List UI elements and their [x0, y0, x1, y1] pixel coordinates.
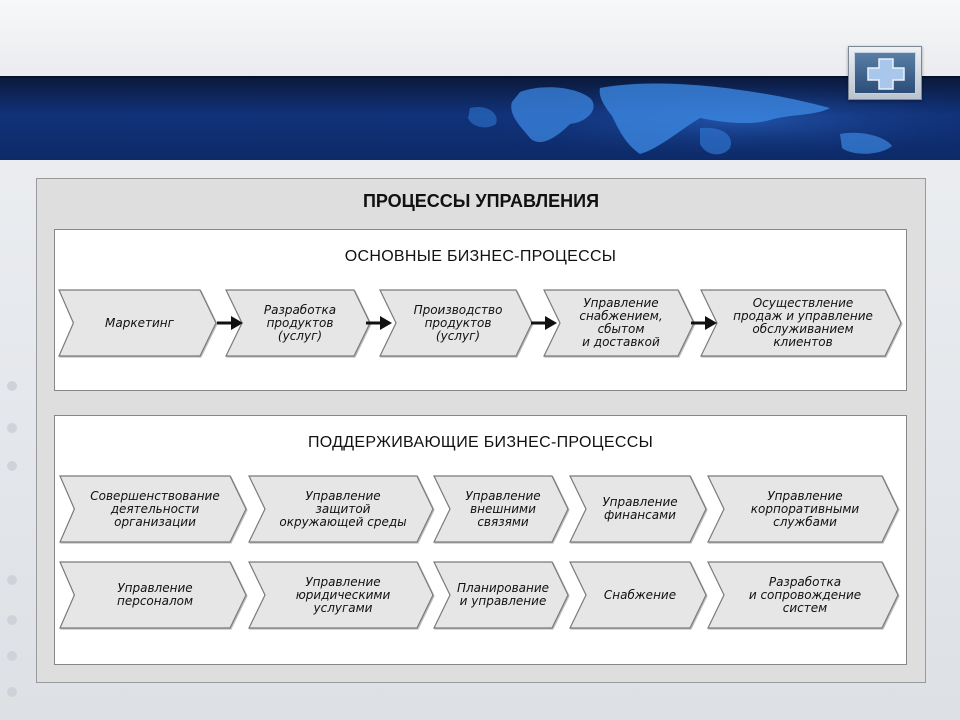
support-r1-step-2: [249, 476, 433, 542]
core-step-3: [380, 290, 532, 356]
support-r1-step-2-label: Управление защитой окружающей среды: [279, 488, 407, 529]
core-step-2: [226, 290, 370, 356]
support-r2-step-3: [434, 562, 568, 628]
logo-badge: [848, 46, 922, 100]
support-r2-step-4-label: Снабжение: [603, 587, 677, 602]
support-r2-step-5-label: Разработка и сопровождение систем: [748, 574, 862, 615]
support-r1-step-5: [708, 476, 898, 542]
core-step-5: [701, 290, 901, 356]
medical-cross-icon: [855, 53, 917, 95]
core-step-4-label: Управление снабжением, сбытом и доставкой: [579, 296, 663, 349]
core-step-1: [59, 290, 216, 356]
core-processes-title: ОСНОВНЫЕ БИЗНЕС-ПРОЦЕССЫ: [344, 248, 617, 265]
core-step-1-label: Маркетинг: [105, 315, 174, 330]
core-step-3-label: Производство продуктов (услуг): [413, 302, 503, 343]
panel-title: ПРОЦЕССЫ УПРАВЛЕНИЯ: [362, 191, 600, 211]
support-r2-step-5: [708, 562, 898, 628]
support-r1-step-3: [434, 476, 568, 542]
logo-panel: [854, 52, 916, 94]
support-r2-step-2: [249, 562, 433, 628]
support-r2-step-1-label: Управление персоналом: [116, 581, 194, 608]
support-r2-step-4: [570, 562, 706, 628]
flow-arrow-1: [216, 315, 244, 331]
support-r1-step-5-label: Управление корпоративными службами: [750, 488, 860, 529]
support-r1-step-1: [60, 476, 246, 542]
support-r2-step-2-label: Управление юридическими услугами: [295, 574, 391, 615]
support-r1-step-3-label: Управление внешними связями: [465, 488, 541, 529]
support-r2-step-1: [60, 562, 246, 628]
core-step-4: [544, 290, 694, 356]
header-banner: [0, 76, 960, 160]
flow-arrow-3: [530, 315, 558, 331]
support-r2-step-3-label: Планирование и управление: [456, 581, 550, 608]
decorative-dots: [0, 370, 40, 700]
support-r1-step-1-label: Совершенствование деятельности организации: [90, 488, 220, 529]
support-r1-step-4: [570, 476, 706, 542]
support-r1-step-4-label: Управление финансами: [602, 495, 678, 522]
flow-arrow-2: [365, 315, 393, 331]
world-map-graphic: [0, 78, 960, 160]
support-processes-title: ПОДДЕРЖИВАЮЩИЕ БИЗНЕС-ПРОЦЕССЫ: [307, 434, 654, 451]
flow-arrow-4: [690, 315, 718, 331]
top-strip: [0, 0, 960, 78]
core-step-2-label: Разработка продуктов (услуг): [263, 302, 337, 343]
core-step-5-label: Осуществление продаж и управление обслуживанием клиентов: [733, 296, 873, 349]
